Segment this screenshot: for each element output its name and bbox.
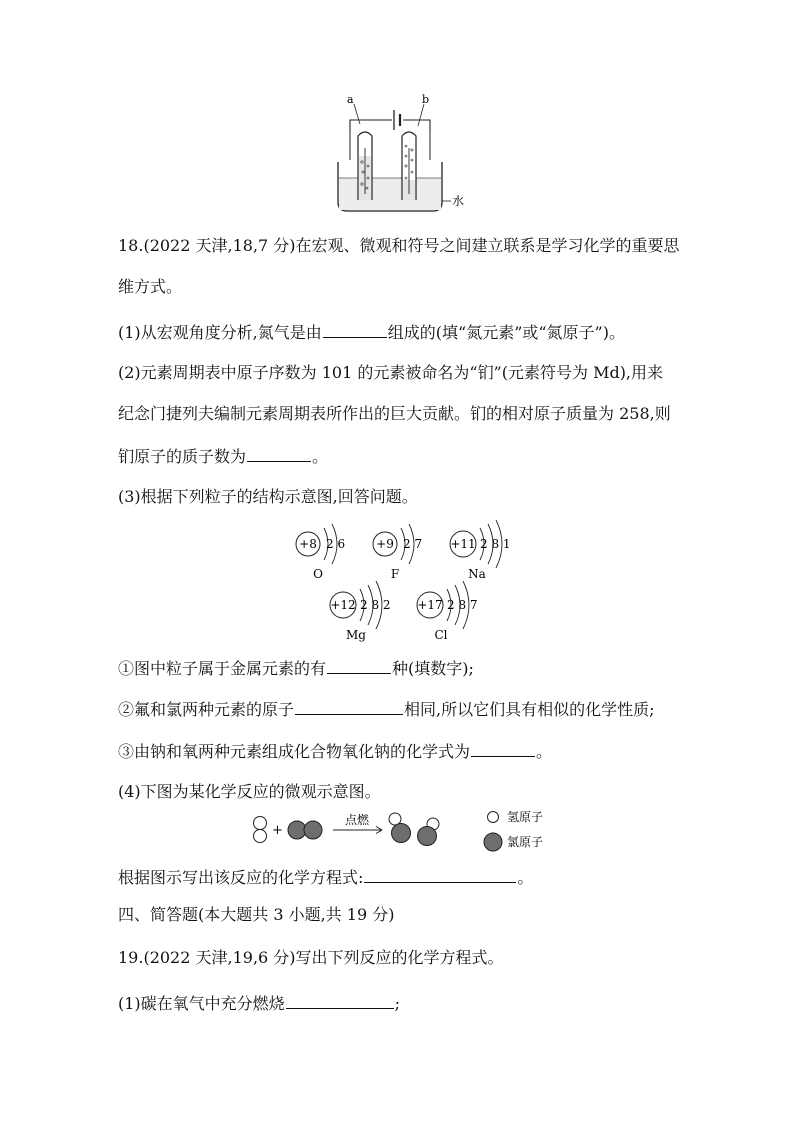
answer-blank[interactable] (247, 445, 311, 462)
atom-diagram-chlorine (417, 581, 478, 642)
q18-part1-text-before: (1)从宏观角度分析,氮气是由 (118, 323, 322, 342)
element-symbol: Na (468, 567, 486, 581)
q18-part1-text-after: 组成的(填“氮元素”或“氮原子”)。 (387, 323, 625, 342)
electrolysis-apparatus-figure (330, 90, 480, 215)
legend-chlorine-atom: 氯原子 (507, 835, 544, 849)
q18-part4-answer-text-after: 。 (517, 868, 534, 887)
q19-part1-text-after: ; (394, 994, 401, 1013)
q18-part3-item1-text-before: ①图中粒子属于金属元素的有 (118, 659, 327, 678)
element-symbol: O (313, 567, 323, 581)
nucleus-charge: +12 (330, 598, 356, 612)
electron-shells: 2 7 (403, 537, 423, 551)
q18-part3-item3-text-before: ③由钠和氧两种元素组成化合物氧化钠的化学式为 (118, 742, 471, 761)
plus-sign: + (272, 823, 283, 838)
q18-part4-answer-text-before: 根据图示写出该反应的化学方程式: (118, 868, 364, 887)
legend-hydrogen-atom: 氢原子 (507, 810, 544, 824)
q18-part2-line-2: 纪念门捷列夫编制元素周期表所作出的巨大贡献。钔的相对原子质量为 258,则 (118, 404, 671, 423)
element-symbol: F (390, 567, 400, 581)
water-label: 水 (452, 194, 465, 208)
q18-part1 (118, 321, 625, 343)
atom-diagram-fluorine (373, 524, 422, 581)
atom-diagram-oxygen (296, 524, 345, 581)
reaction-condition: 点燃 (344, 813, 370, 827)
q18-part3-item3 (118, 740, 552, 762)
answer-blank[interactable] (295, 698, 403, 715)
q19-intro: 19.(2022 天津,19,6 分)写出下列反应的化学方程式。 (118, 948, 504, 967)
nucleus-charge: +11 (450, 537, 476, 551)
q18-part3-item1 (118, 657, 474, 679)
q18-part3-item3-text-after: 。 (536, 742, 553, 761)
q18-part2-text-after: 。 (312, 447, 329, 466)
nucleus-charge: +17 (417, 598, 443, 612)
electron-shells: 2 8 1 (480, 537, 511, 551)
q18-part3-item2 (118, 698, 655, 720)
electron-shells: 2 8 7 (447, 598, 478, 612)
answer-blank[interactable] (323, 321, 387, 338)
atomic-structure-diagrams (280, 520, 520, 645)
q18-part3-item2-text-after: 相同,所以它们具有相似的化学性质; (404, 700, 655, 719)
element-symbol: Mg (346, 628, 366, 642)
answer-blank[interactable] (364, 866, 516, 883)
q18-intro-line-1: 18.(2022 天津,18,7 分)在宏观、微观和符号之间建立联系是学习化学的重要思 (118, 236, 680, 255)
q18-part4-intro: (4)下图为某化学反应的微观示意图。 (118, 782, 381, 801)
electrode-label-b: b (422, 93, 430, 106)
answer-blank[interactable] (286, 992, 394, 1009)
q18-part3-intro: (3)根据下列粒子的结构示意图,回答问题。 (118, 487, 418, 506)
q18-part2-text-before: 钔原子的质子数为 (118, 447, 247, 466)
q18-intro-line-2: 维方式。 (118, 277, 183, 296)
answer-blank[interactable] (471, 740, 535, 757)
electron-shells: 2 6 (326, 537, 346, 551)
q18-part3-item1-text-after: 种(填数字); (392, 659, 474, 678)
reaction-micro-diagram (245, 806, 565, 856)
electron-shells: 2 8 2 (360, 598, 391, 612)
q18-part4-answer (118, 866, 533, 888)
q18-part2-line-1: (2)元素周期表中原子序数为 101 的元素被命名为“钔”(元素符号为 Md),用来 (118, 363, 664, 382)
nucleus-charge: +9 (376, 537, 394, 551)
answer-blank[interactable] (327, 657, 391, 674)
atom-diagram-sodium (450, 520, 511, 581)
nucleus-charge: +8 (299, 537, 317, 551)
electrode-label-a: a (347, 93, 354, 106)
element-symbol: Cl (434, 628, 448, 642)
q19-part1 (118, 992, 400, 1014)
section4-title: 四、简答题(本大题共 3 小题,共 19 分) (118, 905, 395, 924)
atom-diagram-magnesium (330, 581, 391, 642)
q18-part2-line-3 (118, 445, 328, 467)
q18-part3-item2-text-before: ②氟和氯两种元素的原子 (118, 700, 295, 719)
q19-part1-text-before: (1)碳在氧气中充分燃烧 (118, 994, 285, 1013)
